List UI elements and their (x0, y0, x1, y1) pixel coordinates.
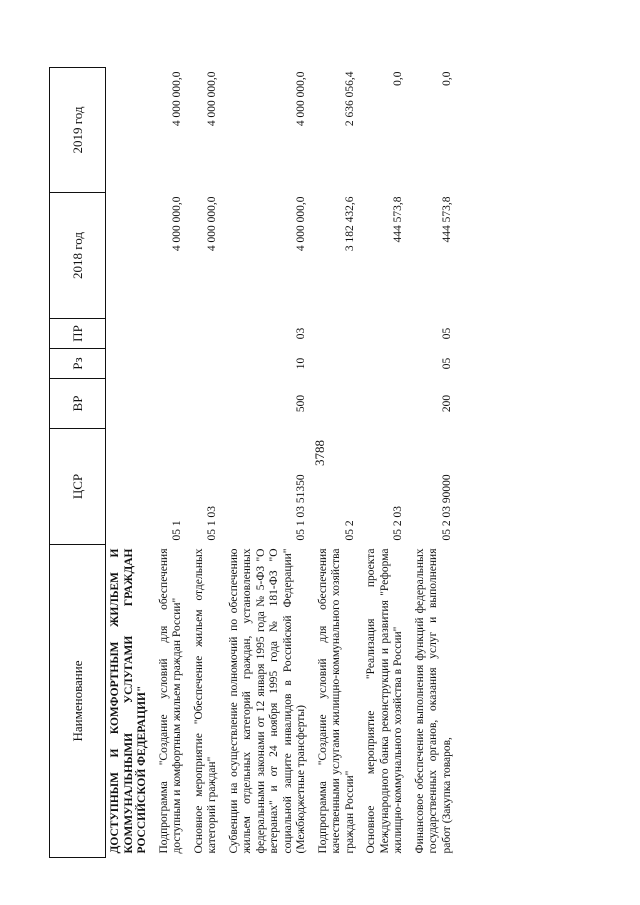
table-row (225, 68, 314, 858)
header-rz: Рз (50, 349, 106, 379)
header-pr: ПР (50, 319, 106, 349)
row-csr: 05 2 (343, 520, 356, 541)
row-csr: 05 1 03 51350 (295, 474, 307, 541)
row-2019: 2 636 056,4 (343, 71, 356, 127)
row-2018: 444 573,8 (392, 196, 404, 243)
row-rz (106, 349, 155, 379)
table-row (314, 68, 363, 858)
row-2018: 444 573,8 (440, 196, 453, 243)
budget-table (49, 68, 604, 858)
row-2019 (106, 68, 155, 193)
header-csr: ЦСР (50, 429, 106, 545)
table-header-row (50, 68, 106, 858)
row-rz: 05 (440, 357, 453, 370)
row-name: Подпрограмма "Создание условий для обеспечения качественными услугами жилищно-коммунального хозяйства граждан России" (316, 548, 356, 854)
row-vr: 500 (295, 394, 307, 413)
row-vr (362, 379, 411, 429)
row-2019: 0,0 (392, 71, 404, 86)
row-pr: 05 (440, 327, 453, 340)
row-csr: 05 2 03 90000 (440, 474, 453, 541)
row-vr (106, 379, 155, 429)
row-pr: 03 (295, 327, 307, 340)
row-name: Подпрограмма "Создание условий для обеспечения доступным и комфортным жильем граждан России" (157, 548, 183, 854)
table-row (190, 68, 225, 858)
row-2019: 4 000 000,0 (206, 71, 218, 127)
table-row (106, 68, 155, 858)
row-csr (106, 429, 155, 545)
header-2018: 2018 год (50, 193, 106, 319)
row-name: Субвенции на осуществление полномочий по обеспечению жильем отдельных категорий граждан, установленных федеральными законами от 12 января 1995 года № 5-ФЗ "О ветеранах" и от 24 ноября 1995 года № 181-ФЗ "О социальной защите инвалидов в Российской Федерации" (Межбюджетные трансферты) (227, 548, 307, 854)
row-csr: 05 1 (171, 520, 183, 541)
header-name: Наименование (50, 545, 106, 858)
row-name: Основное мероприятие "Реализация проекта Международного банка реконструкции и развития "Реформа жилищно-коммунального хозяйства в России" (365, 548, 404, 854)
rotated-table-area (49, 68, 604, 858)
row-pr (314, 319, 363, 349)
row-pr (362, 319, 411, 349)
row-2018 (106, 193, 155, 319)
row-rz (190, 349, 225, 379)
header-2019: 2019 год (50, 68, 106, 193)
row-2019: 0,0 (440, 71, 453, 86)
row-name: Финансовое обеспечение выполнения функций федеральных государственных органов, оказания услуг и выполнения работ (Закупка товаров, (413, 548, 453, 854)
row-csr: 05 1 03 (206, 506, 218, 541)
row-rz (314, 349, 363, 379)
row-2018: 3 182 432,6 (343, 196, 356, 252)
row-csr: 05 2 03 (392, 506, 404, 541)
row-vr: 200 (440, 394, 453, 413)
row-vr (190, 379, 225, 429)
row-vr (314, 379, 363, 429)
row-2018: 4 000 000,0 (171, 196, 183, 252)
row-2019: 4 000 000,0 (171, 71, 183, 127)
row-2018: 4 000 000,0 (206, 196, 218, 252)
row-name: ДОСТУПНЫМ И КОМФОРТНЫМ ЖИЛЬЕМ И КОММУНАЛЬНЫМИ УСЛУГАМИ ГРАЖДАН РОССИЙСКОЙ ФЕДЕРАЦИИ" (109, 548, 148, 854)
row-pr (106, 319, 155, 349)
table-row (411, 68, 460, 858)
budget-table-grid (49, 67, 459, 858)
row-2018: 4 000 000,0 (295, 196, 307, 252)
table-row (362, 68, 411, 858)
row-2019: 4 000 000,0 (295, 71, 307, 127)
table-row (155, 68, 190, 858)
header-vr: ВР (50, 379, 106, 429)
row-rz: 10 (295, 357, 307, 370)
row-vr (155, 379, 190, 429)
row-rz (155, 349, 190, 379)
page-number: 3788 (312, 440, 327, 466)
row-pr (155, 319, 190, 349)
row-pr (190, 319, 225, 349)
row-name: Основное мероприятие "Обеспечение жильем отдельных категорий граждан" (192, 548, 218, 854)
row-rz (362, 349, 411, 379)
